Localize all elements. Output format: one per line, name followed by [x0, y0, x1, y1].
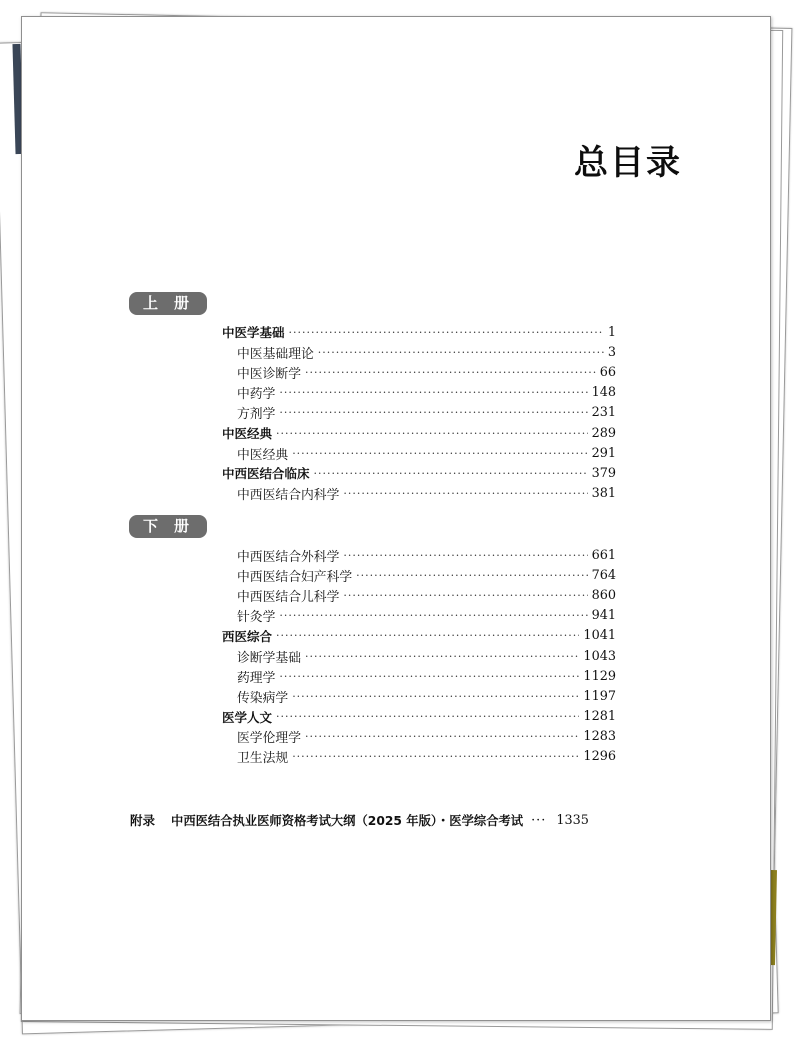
appendix-leader: ··· — [531, 812, 547, 828]
toc-dot-leader — [279, 406, 587, 419]
toc-page-number: 661 — [591, 547, 616, 563]
toc-dot-leader — [343, 549, 587, 562]
toc-dot-leader — [314, 467, 588, 480]
toc-dot-leader — [279, 670, 579, 683]
toc-chapter-row[interactable] — [222, 646, 616, 666]
toc-page-number: 148 — [591, 385, 616, 401]
appendix-title: 中西医结合执业医师资格考试大纲（2025 年版）・医学综合考试 — [171, 814, 524, 828]
toc-dot-leader — [289, 326, 604, 339]
toc-entry-label: 中药学 — [237, 387, 276, 403]
toc-entry-label: 药理学 — [237, 670, 276, 686]
toc-entry-label: 中西医结合内科学 — [237, 488, 340, 504]
toc-page-number: 381 — [591, 486, 616, 502]
toc-chapter-row[interactable] — [222, 362, 616, 382]
toc-entry-label: 中西医结合儿科学 — [237, 589, 340, 605]
toc-page-number: 231 — [591, 405, 616, 421]
toc-entry-label: 中医经典 — [222, 426, 273, 442]
toc-entry-label: 西医综合 — [222, 628, 273, 644]
toc-section-row[interactable] — [222, 322, 616, 342]
toc-entry-label: 中医诊断学 — [237, 366, 301, 382]
toc-entry-label: 卫生法规 — [237, 751, 289, 767]
toc-dot-leader — [343, 589, 587, 602]
toc-chapter-row[interactable] — [222, 727, 616, 747]
toc-page-number: 3 — [607, 344, 616, 360]
toc-entry-label: 诊断学基础 — [237, 650, 301, 666]
toc-entry-label: 中医经典 — [237, 447, 289, 463]
toc-chapter-row[interactable] — [222, 545, 616, 565]
toc-dot-leader — [343, 487, 587, 500]
toc-page-number: 379 — [591, 465, 616, 481]
toc-entry-label: 方剂学 — [237, 407, 276, 423]
toc-list-upper — [222, 322, 616, 504]
toc-dot-leader — [305, 650, 579, 663]
toc-page-number: 1296 — [583, 749, 616, 765]
toc-dot-leader — [292, 750, 579, 763]
toc-page-number: 941 — [591, 608, 616, 624]
appendix-page-number: 1335 — [556, 812, 589, 828]
toc-dot-leader — [279, 386, 587, 399]
toc-page-number: 289 — [591, 425, 616, 441]
toc-entry-label: 中西医结合妇产科学 — [237, 569, 353, 585]
toc-dot-leader — [279, 609, 587, 622]
toc-dot-leader — [292, 447, 587, 460]
toc-section-row[interactable] — [222, 626, 616, 646]
toc-page-number: 1197 — [583, 688, 616, 704]
toc-entry-label: 中西医结合临床 — [222, 466, 310, 482]
page-title: 总目录 — [574, 143, 682, 183]
toc-chapter-row[interactable] — [222, 443, 616, 463]
toc-section-row[interactable] — [222, 423, 616, 443]
appendix-tag: 附录 — [130, 813, 156, 828]
toc-section-row[interactable] — [222, 463, 616, 483]
toc-page-number: 1 — [607, 324, 616, 340]
toc-page-number: 1281 — [583, 709, 616, 725]
appendix-entry[interactable] — [130, 810, 616, 830]
toc-entry-label: 传染病学 — [237, 690, 289, 706]
toc-chapter-row[interactable] — [222, 747, 616, 767]
toc-page-number: 1041 — [583, 628, 616, 644]
toc-chapter-row[interactable] — [222, 342, 616, 362]
toc-dot-leader — [305, 366, 596, 379]
toc-list-lower — [222, 545, 616, 767]
toc-page-number: 764 — [591, 567, 616, 583]
toc-entry-label: 中医学基础 — [222, 325, 285, 341]
toc-chapter-row[interactable] — [222, 585, 616, 605]
toc-chapter-row[interactable] — [222, 666, 616, 686]
toc-entry-label: 医学伦理学 — [237, 731, 301, 747]
toc-page-number: 66 — [599, 364, 616, 380]
toc-entry-label: 中医基础理论 — [237, 346, 314, 362]
toc-dot-leader — [356, 569, 587, 582]
toc-page — [21, 16, 771, 1021]
toc-dot-leader — [305, 730, 579, 743]
toc-dot-leader — [276, 710, 579, 723]
toc-chapter-row[interactable] — [222, 403, 616, 423]
toc-dot-leader — [318, 346, 604, 359]
toc-page-number: 860 — [591, 587, 616, 603]
toc-section-row[interactable] — [222, 707, 616, 727]
toc-chapter-row[interactable] — [222, 383, 616, 403]
toc-page-number: 291 — [591, 445, 616, 461]
volume-badge-lower: 下册 — [129, 515, 207, 538]
toc-entry-label: 针灸学 — [237, 610, 276, 626]
toc-entry-label: 中西医结合外科学 — [237, 549, 340, 565]
toc-dot-leader — [292, 690, 579, 703]
toc-chapter-row[interactable] — [222, 606, 616, 626]
toc-page-number: 1043 — [583, 648, 616, 664]
toc-dot-leader — [276, 427, 588, 440]
toc-chapter-row[interactable] — [222, 686, 616, 706]
toc-page-number: 1129 — [583, 668, 616, 684]
toc-chapter-row[interactable] — [222, 484, 616, 504]
toc-chapter-row[interactable] — [222, 565, 616, 585]
toc-entry-label: 医学人文 — [222, 709, 273, 725]
volume-badge-upper: 上册 — [129, 292, 207, 315]
toc-page-number: 1283 — [583, 729, 616, 745]
toc-dot-leader — [276, 629, 579, 642]
